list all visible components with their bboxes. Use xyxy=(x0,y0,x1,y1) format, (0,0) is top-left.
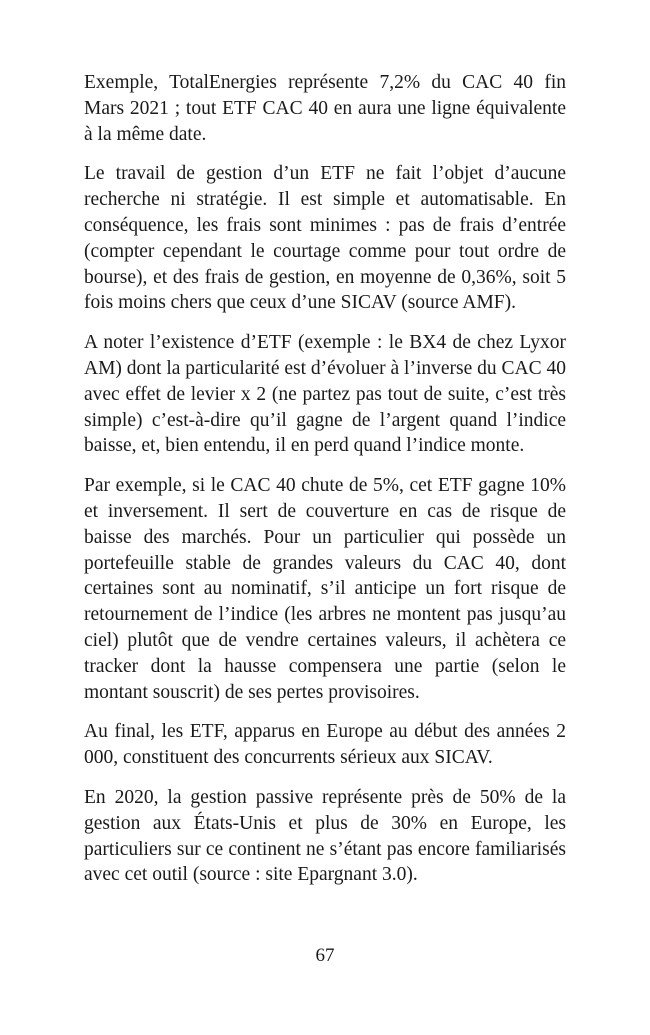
page-body xyxy=(84,70,566,902)
page-number: 67 xyxy=(315,945,335,966)
paragraph-totalenergies-example: Exemple, TotalEnergies représente 7,2% du CAC 40 fin Mars 2021 ; tout ETF CAC 40 en aura une ligne équivalente à la même date. xyxy=(84,72,566,145)
paragraph-etf-europe: Au final, les ETF, apparus en Europe au début des années 2 000, constituent des concurrents sérieux aux SICAV. xyxy=(84,721,566,769)
paragraph-hedging-example: Par exemple, si le CAC 40 chute de 5%, cet ETF gagne 10% et inversement. Il sert de couverture en cas de risque de baisse des marchés. Pour un particulier qui possède un portefeuille stable de grandes valeurs du CAC 40, dont certaines sont au nominatif, s’il anticipe un fort risque de retournement de l’indice (les arbres ne montent pas jusqu’au ciel) plutôt que de vendre certaines valeurs, il achètera ce tracker dont la hausse compensera une partie (selon le montant souscrit) de ses pertes provisoires. xyxy=(84,475,566,703)
paragraph-inverse-etf: A noter l’existence d’ETF (exemple : le BX4 de chez Lyxor AM) dont la particularité est d’évoluer à l’inverse du CAC 40 avec effet de levier x 2 (ne partez pas tout de suite, c’est très simple) c’est-à-dire qu’il gagne de l’argent quand l’indice baisse, et, bien entendu, il en perd quand l’indice monte. xyxy=(84,332,566,457)
paragraph-passive-management-2020: En 2020, la gestion passive représente près de 50% de la gestion aux États-Unis et plus de 30% en Europe, les particuliers sur ce continent ne s’étant pas encore familiarisés avec cet outil (source : site Epargnant 3.0). xyxy=(84,786,566,886)
paragraph-etf-management-fees: Le travail de gestion d’un ETF ne fait l’objet d’aucune recherche ni stratégie. Il est simple et automatisable. En conséquence, les frais sont minimes : pas de frais d’entrée (compter cependant le courtage comme pour tout ordre de bourse), et des frais de gestion, en moyenne de 0,36%, soit 5 fois moins chers que ceux d’une SICAV (source AMF). xyxy=(84,163,566,314)
